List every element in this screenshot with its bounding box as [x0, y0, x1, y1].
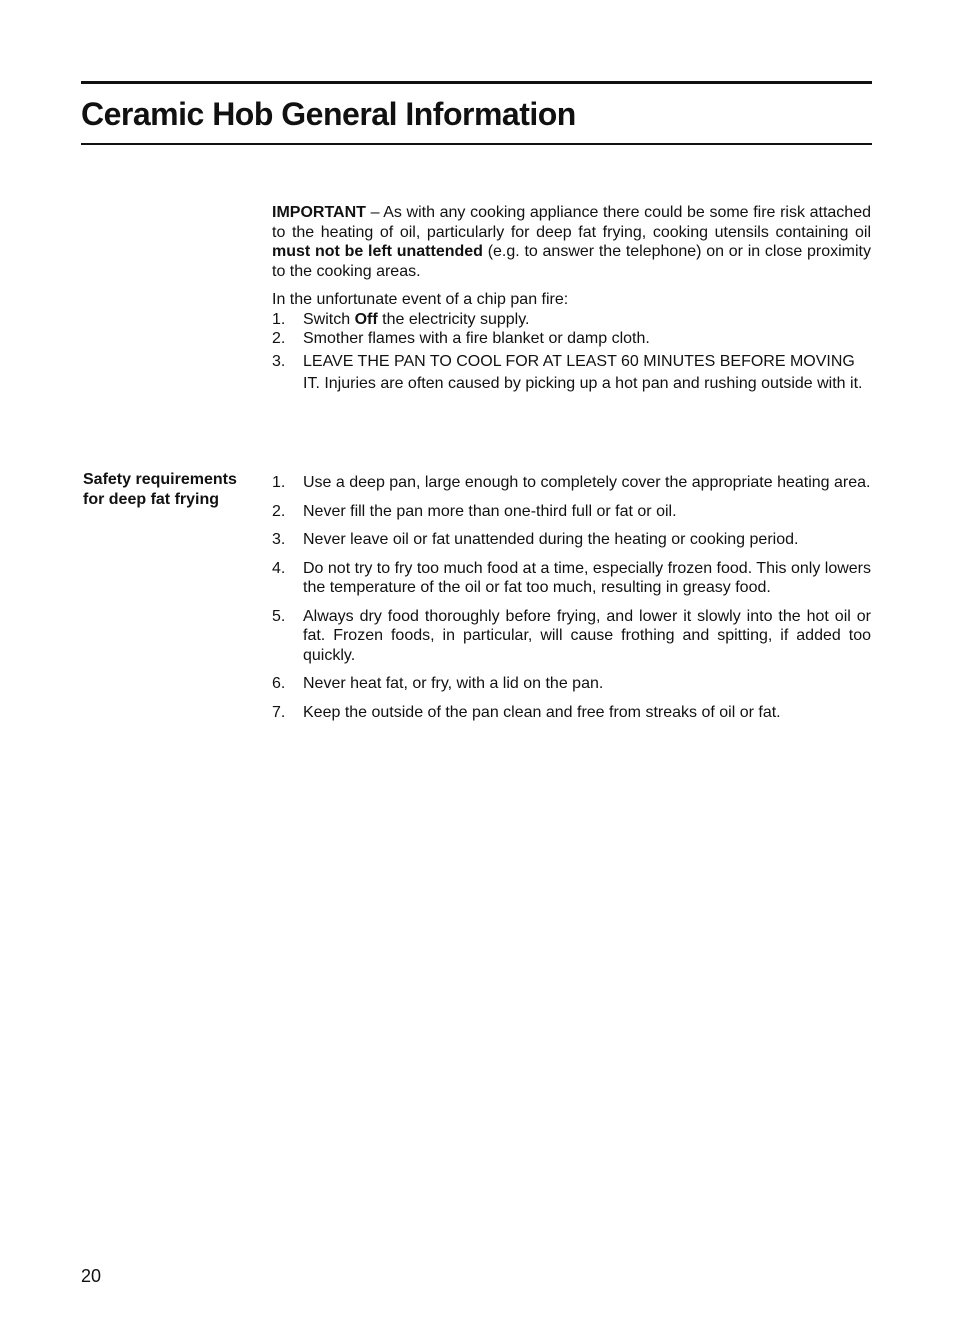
item-text: Never heat fat, or fry, with a lid on the pan.: [303, 675, 604, 692]
important-text-1: – As with any cooking appliance there could be some fire risk attached to the heating of oil, particularly for deep fat frying, cooking utensils containing oil: [272, 204, 871, 241]
item-text: Do not try to fry too much food at a time, especially frozen food. This only lowers the temperature of the oil or fat too much, resulting in greasy food.: [303, 559, 871, 596]
chip-pan-fire-steps: [272, 310, 871, 395]
item-number: 6.: [272, 675, 286, 692]
item-number: 4.: [272, 559, 286, 577]
item-text: Never leave oil or fat unattended during the heating or cooking period.: [303, 531, 799, 548]
list-item: [272, 329, 871, 349]
intro-section: [272, 203, 871, 395]
list-item: [272, 530, 871, 550]
item-text: Keep the outside of the pan clean and free from streaks of oil or fat.: [303, 703, 781, 721]
item-number: 3.: [272, 531, 286, 548]
safety-list: [272, 473, 871, 722]
item-text: Use a deep pan, large enough to completely cover the appropriate heating area.: [303, 474, 871, 491]
list-item: [272, 502, 871, 522]
item-number: 2.: [272, 330, 286, 347]
list-item: [272, 351, 871, 395]
list-item: [272, 703, 871, 723]
header-rule-bottom: [81, 143, 872, 145]
chip-pan-fire-intro: In the unfortunate event of a chip pan fire:: [272, 291, 569, 308]
page-title: Ceramic Hob General Information: [81, 96, 576, 132]
item-number: 2.: [272, 502, 286, 520]
list-item: [272, 559, 871, 598]
list-item: [272, 674, 871, 694]
header-rule-top: [81, 81, 872, 84]
item-number: 1.: [272, 310, 286, 328]
item-text: Always dry food thoroughly before frying, and lower it slowly into the hot oil or fat. Frozen foods, in particular, will cause frothing and spitting, if added too quickly.: [303, 607, 871, 664]
important-paragraph: [272, 203, 871, 281]
item-number: 3.: [272, 352, 286, 370]
list-item: [272, 607, 871, 666]
item-emphasis: Off: [354, 310, 378, 328]
item-number: 1.: [272, 474, 286, 491]
item-text: Smother flames with a fire blanket or damp cloth.: [303, 330, 650, 347]
page-number: 20: [81, 1266, 102, 1286]
item-text: LEAVE THE PAN TO COOL FOR AT LEAST 60 MINUTES BEFORE MOVING IT. Injuries are often caused by picking up a hot pan and rushing outside with it.: [303, 352, 863, 392]
list-item: [272, 310, 871, 330]
item-text: Switch: [303, 310, 355, 328]
item-number: 7.: [272, 703, 286, 721]
item-text: the electricity supply.: [377, 310, 530, 328]
important-lead: IMPORTANT: [272, 204, 366, 221]
important-emphasis: must not be left unattended: [272, 243, 483, 260]
safety-heading: Safety requirements for deep fat frying: [83, 471, 237, 508]
safety-section: [272, 473, 871, 731]
item-text: Never fill the pan more than one-third full or fat or oil.: [303, 502, 677, 520]
important-text-2: (e.g. to answer the telephone) on or in close proximity to the cooking areas.: [272, 243, 871, 280]
list-item: [272, 473, 871, 493]
item-number: 5.: [272, 607, 286, 625]
